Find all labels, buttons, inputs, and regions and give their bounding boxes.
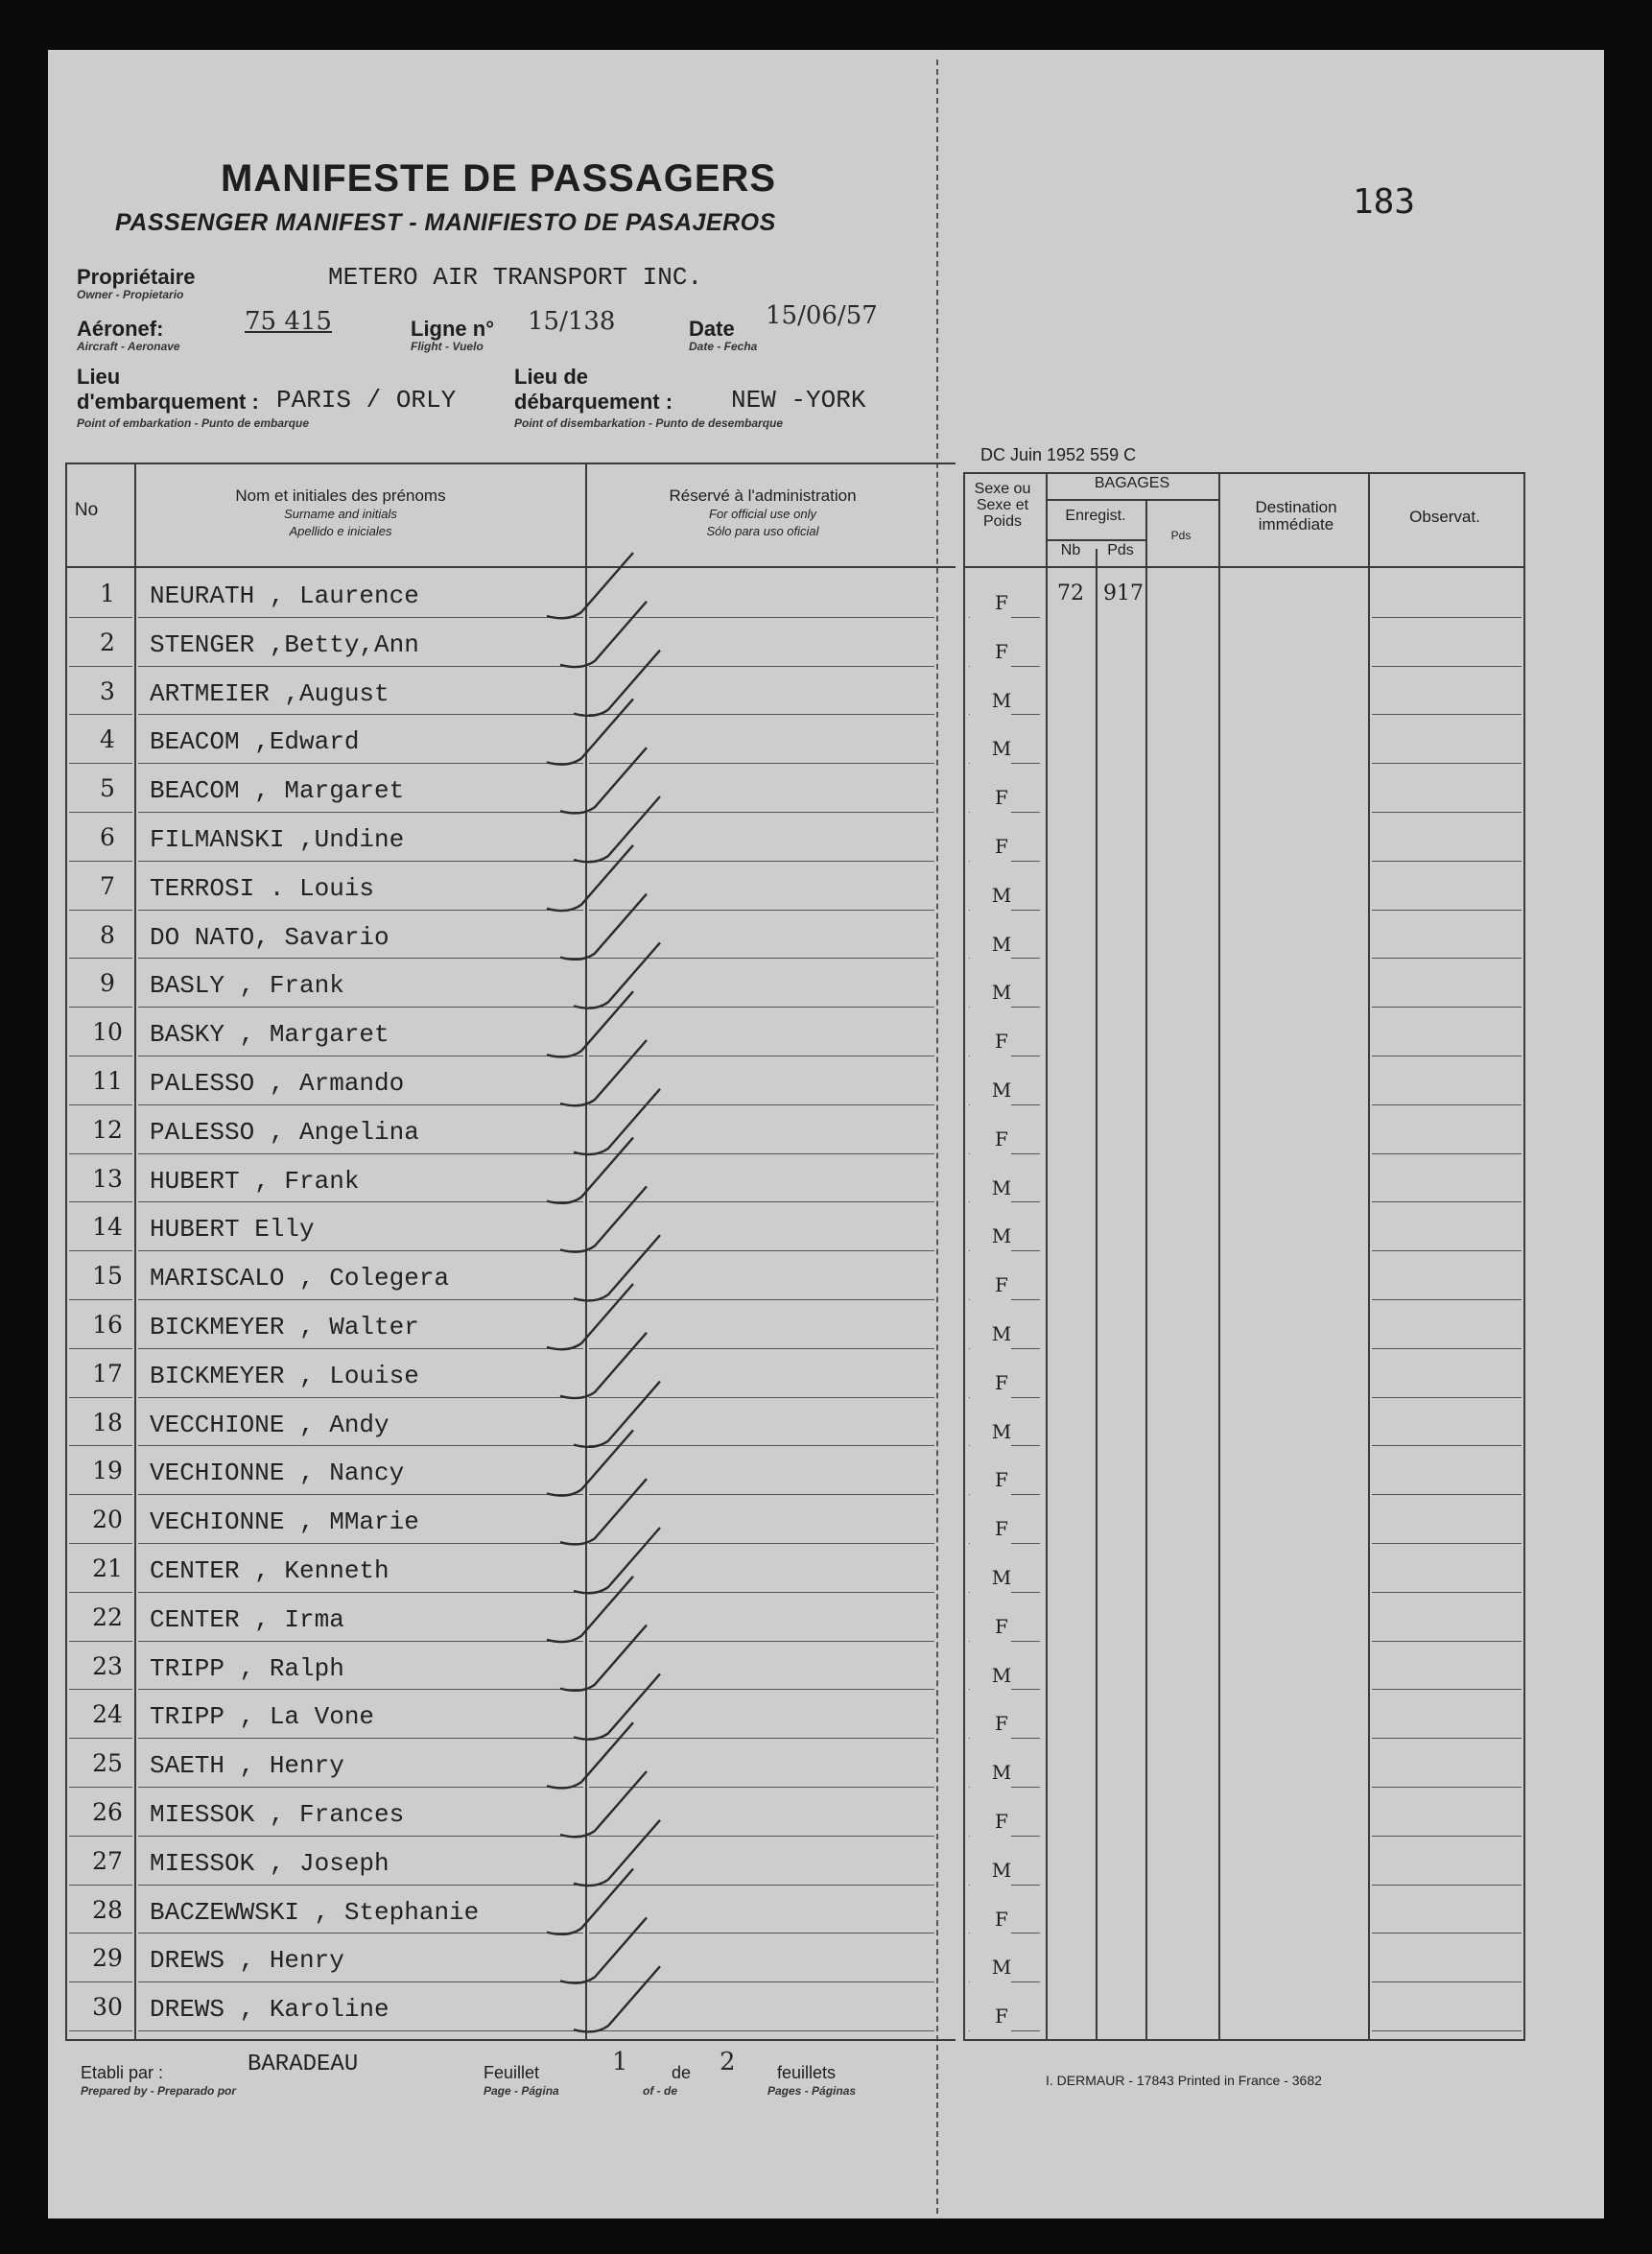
check-mark — [574, 796, 660, 862]
passenger-name: ARTMEIER ,August — [150, 678, 389, 708]
passenger-name: STENGER ,Betty,Ann — [150, 629, 419, 659]
passenger-sex: F — [995, 1030, 1008, 1054]
sheet-sublabel: Page - Página — [484, 2084, 559, 2098]
prepared-by-sublabel: Prepared by - Preparado por — [81, 2084, 237, 2098]
passenger-name: HUBERT Elly — [150, 1215, 315, 1245]
passenger-sex: F — [995, 1468, 1008, 1492]
passenger-name: BASLY , Frank — [150, 971, 344, 1001]
form-code: DC Juin 1952 559 C — [980, 445, 1137, 464]
col-name-fr: Nom et initiales des prénoms — [235, 486, 446, 505]
row-number: 21 — [92, 1554, 123, 1582]
passenger-sex: F — [995, 1127, 1008, 1151]
passenger-sex: M — [991, 1419, 1012, 1443]
check-mark — [547, 1284, 633, 1349]
col-pds-header: Pds — [1107, 542, 1134, 558]
passenger-name: BACZEWWSKI , Stephanie — [150, 1897, 480, 1927]
passenger-sex: M — [991, 737, 1012, 761]
passenger-sex: M — [991, 1322, 1012, 1345]
row-number: 24 — [92, 1700, 123, 1729]
passenger-sex: F — [995, 1907, 1008, 1931]
embarkation-value: PARIS / ORLY — [276, 386, 457, 415]
passenger-sex: M — [991, 1956, 1012, 1980]
disembarkation-label-2: débarquement : — [514, 390, 673, 414]
prepared-by-label: Etabli par : — [81, 2063, 164, 2082]
row-number: 20 — [92, 1506, 123, 1534]
col-destination-header: Destination immédiate — [1255, 498, 1337, 534]
check-mark — [547, 1869, 633, 1934]
passenger-name: VECCHIONE , Andy — [150, 1410, 389, 1439]
date-sublabel: Date - Fecha — [689, 340, 758, 353]
passenger-name: CENTER , Irma — [150, 1604, 344, 1634]
check-mark — [560, 1917, 647, 1982]
check-marks — [48, 50, 1604, 2218]
check-mark — [547, 553, 633, 618]
row-number: 27 — [92, 1846, 123, 1875]
check-mark — [560, 602, 647, 667]
row-number: 7 — [100, 871, 115, 900]
baggage-weight: 917 — [1103, 581, 1144, 605]
passenger-sex: M — [991, 1566, 1012, 1589]
date-value: 15/06/57 — [766, 301, 878, 330]
passenger-sex: M — [991, 1079, 1012, 1102]
check-mark — [574, 651, 660, 716]
col-baggage-header: BAGAGES — [1094, 475, 1170, 491]
aircraft-sublabel: Aircraft - Aeronave — [77, 340, 180, 353]
check-mark — [574, 1089, 660, 1154]
col-admin-es: Sólo para uso oficial — [706, 523, 819, 538]
passenger-sex: F — [995, 835, 1008, 858]
sheet-value: 1 — [612, 2048, 628, 2076]
owner-value: METERO AIR TRANSPORT INC. — [328, 263, 703, 292]
check-mark — [574, 942, 660, 1008]
passenger-name: BICKMEYER , Walter — [150, 1313, 419, 1341]
aircraft-label: Aéronef: — [77, 317, 164, 341]
passenger-sex: F — [995, 591, 1008, 614]
col-no-header: No — [74, 500, 99, 520]
of-label: de — [672, 2063, 692, 2082]
passenger-sex: F — [995, 1712, 1008, 1736]
passenger-sex: M — [991, 1761, 1012, 1785]
row-number: 2 — [100, 628, 115, 656]
row-number: 5 — [100, 774, 115, 803]
row-number: 11 — [92, 1067, 123, 1095]
row-number: 10 — [92, 1018, 123, 1047]
row-number: 12 — [92, 1115, 123, 1144]
passenger-name: BASKY , Margaret — [150, 1020, 389, 1050]
passenger-sex: M — [991, 688, 1012, 712]
col-name-es: Apellido e iniciales — [289, 523, 392, 538]
passenger-name: PALESSO , Angelina — [150, 1117, 419, 1147]
row-number: 23 — [92, 1651, 123, 1680]
passenger-sex: F — [995, 639, 1008, 663]
passenger-name: BEACOM ,Edward — [150, 727, 360, 757]
passenger-name: SAETH , Henry — [150, 1751, 344, 1781]
check-mark — [574, 1966, 660, 2031]
passenger-name: FILMANSKI ,Undine — [150, 825, 405, 854]
sheet-label: Feuillet — [484, 2063, 540, 2082]
passenger-name: MIESSOK , Frances — [150, 1800, 405, 1829]
passenger-name: MARISCALO , Colegera — [150, 1264, 450, 1293]
col-registered-header: Enregist. — [1065, 508, 1126, 524]
row-number: 14 — [92, 1213, 123, 1242]
check-mark — [560, 747, 647, 813]
embarkation-label-2: d'embarquement : — [77, 390, 259, 414]
row-number: 6 — [100, 823, 115, 851]
flight-sublabel: Flight - Vuelo — [411, 340, 484, 353]
check-mark — [574, 1673, 660, 1739]
printer-mark: I. DERMAUR - 17843 Printed in France - 3682 — [1046, 2073, 1322, 2088]
passenger-sex: F — [995, 1370, 1008, 1394]
passenger-sex: F — [995, 786, 1008, 810]
flight-label: Ligne n° — [411, 317, 495, 341]
passenger-sex: F — [995, 2005, 1008, 2029]
check-mark — [547, 1577, 633, 1642]
passenger-name: VECHIONNE , MMarie — [150, 1507, 419, 1537]
passenger-name: VECHIONNE , Nancy — [150, 1459, 405, 1488]
check-mark — [560, 1625, 647, 1691]
passenger-name: DREWS , Henry — [150, 1946, 344, 1976]
check-mark — [560, 1479, 647, 1544]
check-mark — [574, 1528, 660, 1593]
row-number: 30 — [92, 1993, 123, 2022]
passenger-name: DO NATO, Savario — [150, 922, 389, 952]
col-admin-fr: Réservé à l'administration — [669, 486, 857, 505]
passenger-sex: M — [991, 1224, 1012, 1248]
passenger-name: BICKMEYER , Louise — [150, 1361, 419, 1390]
col-observ-header: Observat. — [1409, 508, 1480, 526]
col-admin-en: For official use only — [709, 506, 816, 521]
passenger-sex: F — [995, 1810, 1008, 1833]
passenger-name: TERROSI . Louis — [150, 873, 375, 903]
passenger-sex: M — [991, 1663, 1012, 1687]
owner-sublabel: Owner - Propietario — [77, 288, 184, 301]
of-sublabel: of - de — [643, 2084, 677, 2098]
col-pds2-header: Pds — [1170, 529, 1192, 542]
check-mark — [547, 991, 633, 1056]
row-number: 25 — [92, 1749, 123, 1778]
check-mark — [547, 1138, 633, 1203]
passenger-name: TRIPP , Ralph — [150, 1653, 344, 1683]
page-title: MANIFESTE DE PASSAGERS — [221, 157, 777, 200]
check-mark — [547, 845, 633, 911]
passenger-sex: F — [995, 1517, 1008, 1541]
row-number: 22 — [92, 1602, 123, 1631]
aircraft-value: 75 415 — [245, 307, 332, 336]
check-mark — [560, 894, 647, 960]
check-mark — [574, 1382, 660, 1447]
passenger-sex: F — [995, 1614, 1008, 1638]
baggage-count: 72 — [1057, 581, 1084, 605]
disembarkation-label-1: Lieu de — [514, 365, 589, 389]
passenger-name: BEACOM , Margaret — [150, 776, 405, 806]
passenger-name: TRIPP , La Vone — [150, 1702, 375, 1732]
embarkation-label-1: Lieu — [77, 365, 121, 389]
check-mark — [560, 1040, 647, 1105]
date-label: Date — [689, 317, 735, 341]
passenger-name: HUBERT , Frank — [150, 1166, 360, 1196]
check-mark — [547, 1722, 633, 1788]
row-number: 26 — [92, 1798, 123, 1826]
check-mark — [574, 1820, 660, 1886]
check-mark — [574, 1235, 660, 1300]
passenger-name: CENTER , Kenneth — [150, 1556, 389, 1585]
col-sex-header: Sexe ou Sexe et Poids — [974, 481, 1031, 530]
flight-value: 15/138 — [528, 307, 616, 336]
col-nb-header: Nb — [1060, 542, 1081, 558]
check-mark — [547, 699, 633, 764]
passenger-sex: M — [991, 932, 1012, 956]
row-number: 1 — [100, 580, 115, 607]
row-number: 8 — [100, 920, 115, 949]
passenger-sex: M — [991, 883, 1012, 907]
row-number: 4 — [100, 725, 115, 754]
row-number: 19 — [92, 1457, 123, 1485]
row-number: 18 — [92, 1408, 123, 1436]
prepared-by-value: BARADEAU — [248, 2052, 359, 2077]
passenger-sex: M — [991, 981, 1012, 1005]
manifest-page — [48, 50, 1604, 2218]
row-number: 3 — [100, 676, 115, 705]
row-number: 9 — [100, 969, 115, 998]
page-number: 183 — [1353, 182, 1416, 222]
passenger-sex: M — [991, 1858, 1012, 1882]
check-mark — [560, 1186, 647, 1251]
passenger-sex: F — [995, 1273, 1008, 1297]
row-number: 17 — [92, 1359, 123, 1388]
disembarkation-value: NEW -YORK — [731, 386, 866, 415]
check-mark — [560, 1771, 647, 1837]
page-subtitle: PASSENGER MANIFEST - MANIFIESTO DE PASAJEROS — [115, 209, 776, 236]
check-mark — [547, 1430, 633, 1495]
passenger-name: DREWS , Karoline — [150, 1995, 389, 2025]
sheets-label: feuillets — [777, 2063, 837, 2082]
sheets-sublabel: Pages - Páginas — [767, 2084, 857, 2098]
row-number: 28 — [92, 1895, 123, 1924]
row-number: 13 — [92, 1164, 123, 1193]
check-mark — [560, 1333, 647, 1398]
owner-label: Propriétaire — [77, 265, 196, 289]
passenger-name: NEURATH , Laurence — [150, 581, 419, 610]
passenger-name: MIESSOK , Joseph — [150, 1848, 389, 1878]
passenger-name: PALESSO , Armando — [150, 1069, 405, 1098]
row-number: 29 — [92, 1944, 123, 1973]
col-name-en: Surname and initials — [284, 506, 397, 521]
disembarkation-sublabel: Point of disembarkation - Punto de desembarque — [514, 416, 784, 430]
of-value: 2 — [720, 2048, 736, 2076]
passenger-sex: M — [991, 1175, 1012, 1199]
embarkation-sublabel: Point of embarkation - Punto de embarque — [77, 416, 310, 430]
row-number: 15 — [92, 1262, 123, 1291]
row-number: 16 — [92, 1311, 123, 1339]
